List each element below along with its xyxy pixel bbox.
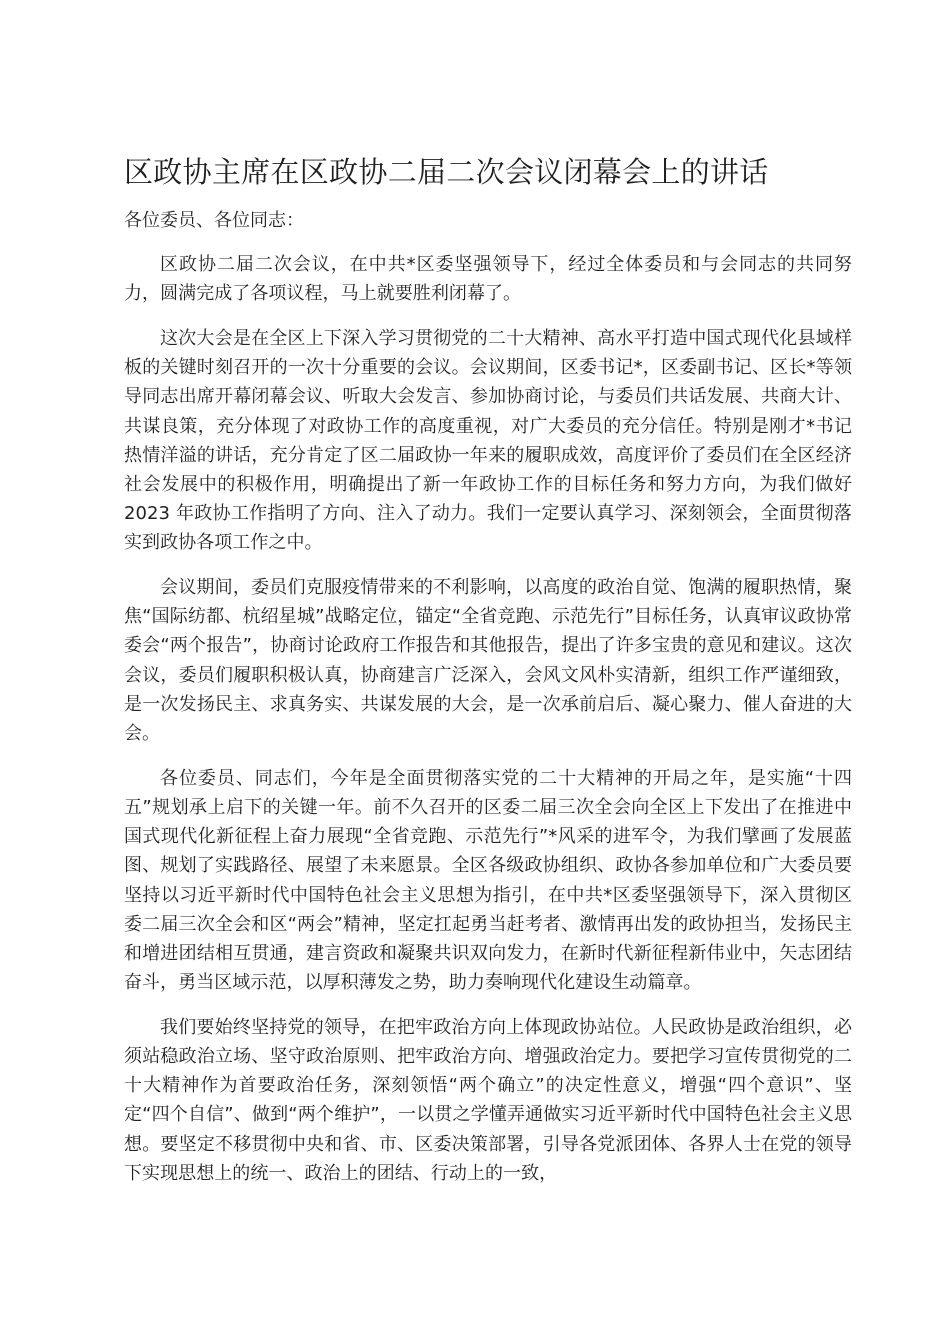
paragraph-2: 这次大会是在全区上下深入学习贯彻党的二十大精神、高水平打造中国式现代化县域样板的关键时刻召开的一次十分重要的会议。会议期间，区委书记*，区委副书记、区长*等领导同志出席开幕闭幕会议、听取大会发言、参加协商讨论，与委员们共话发展、共商大计、共谋良策，充分体现了对政协工作的高度重视，对广大委员的充分信任。特别是刚才*书记热情洋溢的讲话，充分肯定了区二届政协一年来的履职成效，高度评价了委员们在全区经济社会发展中的积极作用，明确提出了新一年政协工作的目标任务和努力方向，为我们做好 2023 年政协工作指明了方向、注入了动力。我们一定要认真学习、深刻领会，全面贯彻落实到政协各项工作之中。 [124,327,852,554]
salutation: 各位委员、各位同志： [124,210,304,231]
paragraph-5: 我们要始终坚持党的领导，在把牢政治方向上体现政协站位。人民政协是政治组织，必须站稳政治立场、坚守政治原则、把牢政治方向、增强政治定力。要把学习宣传贯彻党的二十大精神作为首要政治任务，深刻领悟“两个确立”的决定性意义，增强“四个意识”、坚定“四个自信”、做到“两个维护”，一以贯之学懂弄通做实习近平新时代中国特色社会主义思想。要坚定不移贯彻中央和省、市、区委决策部署，引导各党派团体、各界人士在党的领导下实现思想上的统一、政治上的团结、行动上的一致， [124,1016,852,1184]
document-title: 区政协主席在区政协二届二次会议闭幕会上的讲话 [124,155,769,189]
paragraph-1: 区政协二届二次会议，在中共*区委坚强领导下，经过全体委员和与会同志的共同努力，圆满完成了各项议程，马上就要胜利闭幕了。 [124,254,852,305]
document-page [124,150,852,1204]
paragraph-4: 各位委员、同志们，今年是全面贯彻落实党的二十大精神的开局之年，是实施“十四五”规划承上启下的关键一年。前不久召开的区委二届三次全会向全区上下发出了在推进中国式现代化新征程上奋力展现“全省竞跑、示范先行”*风采的进军令，为我们擘画了发展蓝图、规划了实践路径、展望了未来愿景。全区各级政协组织、政协各参加单位和广大委员要坚持以习近平新时代中国特色社会主义思想为指引，在中共*区委坚强领导下，深入贯彻区委二届三次全会和区“两会”精神，坚定扛起勇当赶考者、激情再出发的政协担当，发扬民主和增进团结相互贯通，建言资政和凝聚共识双向发力，在新时代新征程新伟业中，矢志团结奋斗，勇当区域示范，以厚积薄发之势，助力奏响现代化建设生动篇章。 [124,767,852,994]
paragraph-3: 会议期间，委员们克服疫情带来的不利影响，以高度的政治自觉、饱满的履职热情，聚焦“国际纺都、杭绍星城”战略定位，锚定“全省竞跑、示范先行”目标任务，认真审议政协常委会“两个报告”，协商讨论政府工作报告和其他报告，提出了许多宝贵的意见和建议。这次会议，委员们履职积极认真，协商建言广泛深入，会风文风朴实清新，组织工作严谨细致，是一次发扬民主、求真务实、共谋发展的大会，是一次承前启后、凝心聚力、催人奋进的大会。 [124,577,852,745]
